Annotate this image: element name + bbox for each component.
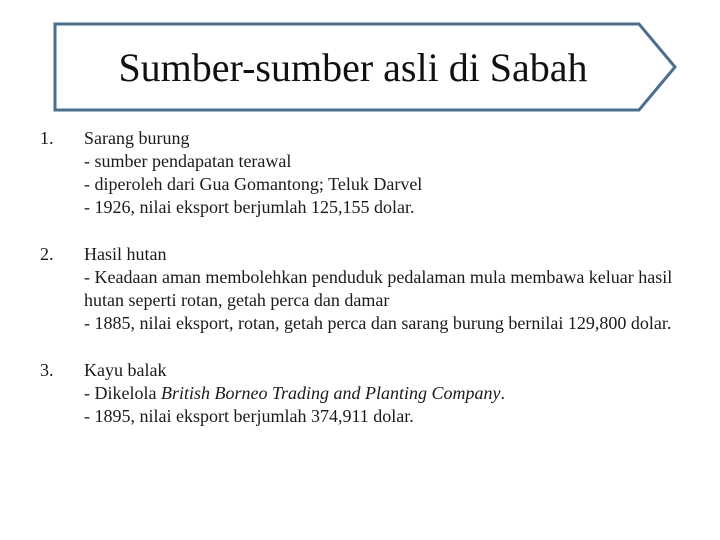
slide-title: Sumber-sumber asli di Sabah xyxy=(118,45,588,90)
item-detail: - 1926, nilai eksport berjumlah 125,155 dolar. xyxy=(84,197,415,217)
item-detail: - diperoleh dari Gua Gomantong; Teluk Darvel xyxy=(84,174,423,194)
item-detail: - Keadaan aman membolehkan penduduk pedalaman mula membawa keluar hasil hutan seperti rotan, getah perca dan damar xyxy=(84,267,673,310)
item-number: 1. xyxy=(40,128,54,148)
item-detail-prefix: - Dikelola xyxy=(84,383,161,403)
item-number: 3. xyxy=(40,360,54,380)
list-item-2 xyxy=(40,243,700,335)
item-detail: - 1895, nilai eksport berjumlah 374,911 dolar. xyxy=(84,406,414,426)
list-item-1 xyxy=(40,127,700,219)
source-list xyxy=(40,127,700,428)
item-detail-company xyxy=(84,382,700,405)
item-detail: - 1885, nilai eksport, rotan, getah perca dan sarang burung bernilai 129,800 dolar. xyxy=(84,313,672,333)
item-heading: Hasil hutan xyxy=(84,244,167,264)
list-item-3 xyxy=(40,359,700,428)
item-heading: Kayu balak xyxy=(84,360,167,380)
item-number: 2. xyxy=(40,244,54,264)
item-heading: Sarang burung xyxy=(84,128,190,148)
company-name: British Borneo Trading and Planting Company xyxy=(160,383,501,403)
item-detail: - sumber pendapatan terawal xyxy=(84,151,292,171)
item-detail-suffix: . xyxy=(500,383,505,403)
